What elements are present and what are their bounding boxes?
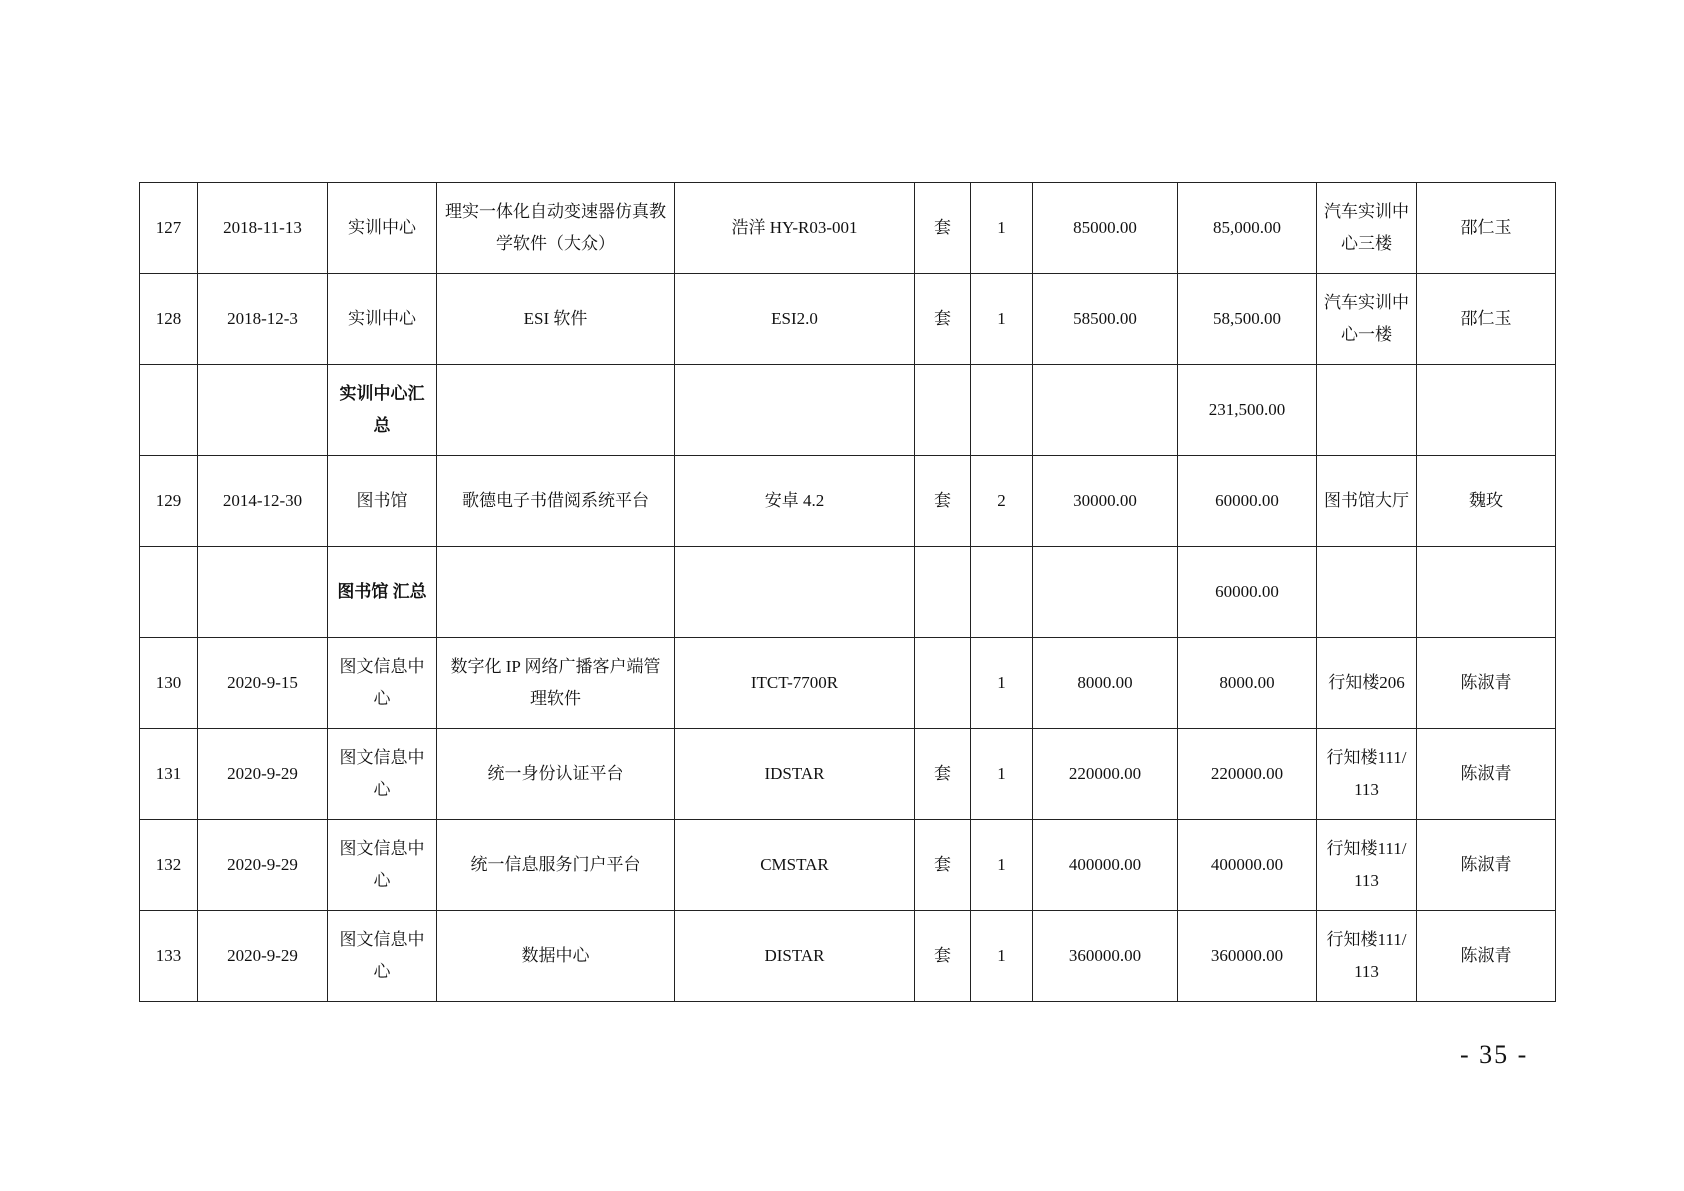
cell-date: 2014-12-30 bbox=[198, 456, 328, 547]
cell-model bbox=[675, 547, 915, 638]
cell-no: 130 bbox=[140, 638, 198, 729]
cell-quantity: 1 bbox=[971, 183, 1033, 274]
cell-department: 实训中心 bbox=[328, 183, 437, 274]
cell-amount: 220000.00 bbox=[1178, 729, 1317, 820]
table-row bbox=[140, 729, 1556, 820]
cell-quantity: 1 bbox=[971, 729, 1033, 820]
cell-no bbox=[140, 365, 198, 456]
summary-row bbox=[140, 547, 1556, 638]
cell-model: ITCT-7700R bbox=[675, 638, 915, 729]
cell-unit: 套 bbox=[915, 183, 971, 274]
cell-quantity: 1 bbox=[971, 638, 1033, 729]
cell-department: 图文信息中心 bbox=[328, 911, 437, 1002]
cell-unit: 套 bbox=[915, 274, 971, 365]
cell-amount: 231,500.00 bbox=[1178, 365, 1317, 456]
cell-asset-name: 理实一体化自动变速器仿真教学软件（大众） bbox=[437, 183, 675, 274]
cell-no: 133 bbox=[140, 911, 198, 1002]
cell-no: 131 bbox=[140, 729, 198, 820]
table-row bbox=[140, 820, 1556, 911]
cell-date: 2020-9-29 bbox=[198, 729, 328, 820]
cell-keeper: 魏玫 bbox=[1417, 456, 1556, 547]
cell-unit-price: 8000.00 bbox=[1033, 638, 1178, 729]
cell-department: 图书馆 bbox=[328, 456, 437, 547]
cell-no: 128 bbox=[140, 274, 198, 365]
cell-amount: 58,500.00 bbox=[1178, 274, 1317, 365]
cell-amount: 60000.00 bbox=[1178, 547, 1317, 638]
cell-unit-price bbox=[1033, 365, 1178, 456]
cell-unit: 套 bbox=[915, 456, 971, 547]
cell-unit-price: 400000.00 bbox=[1033, 820, 1178, 911]
cell-department: 实训中心汇总 bbox=[328, 365, 437, 456]
cell-asset-name: 统一身份认证平台 bbox=[437, 729, 675, 820]
cell-keeper: 陈淑青 bbox=[1417, 729, 1556, 820]
cell-location: 行知楼111/113 bbox=[1317, 911, 1417, 1002]
cell-location: 汽车实训中心一楼 bbox=[1317, 274, 1417, 365]
cell-unit-price: 220000.00 bbox=[1033, 729, 1178, 820]
cell-location: 行知楼111/113 bbox=[1317, 729, 1417, 820]
cell-keeper: 邵仁玉 bbox=[1417, 183, 1556, 274]
cell-date bbox=[198, 547, 328, 638]
cell-unit: 套 bbox=[915, 911, 971, 1002]
cell-unit-price: 360000.00 bbox=[1033, 911, 1178, 1002]
cell-location: 图书馆大厅 bbox=[1317, 456, 1417, 547]
cell-location bbox=[1317, 547, 1417, 638]
cell-location: 行知楼206 bbox=[1317, 638, 1417, 729]
cell-amount: 85,000.00 bbox=[1178, 183, 1317, 274]
cell-unit bbox=[915, 638, 971, 729]
cell-quantity: 1 bbox=[971, 820, 1033, 911]
cell-model: ESI2.0 bbox=[675, 274, 915, 365]
cell-quantity: 1 bbox=[971, 274, 1033, 365]
cell-quantity bbox=[971, 365, 1033, 456]
cell-keeper bbox=[1417, 547, 1556, 638]
cell-unit: 套 bbox=[915, 820, 971, 911]
cell-unit-price: 30000.00 bbox=[1033, 456, 1178, 547]
cell-asset-name: 数据中心 bbox=[437, 911, 675, 1002]
cell-keeper: 陈淑青 bbox=[1417, 638, 1556, 729]
cell-amount: 60000.00 bbox=[1178, 456, 1317, 547]
cell-keeper: 陈淑青 bbox=[1417, 820, 1556, 911]
cell-unit: 套 bbox=[915, 729, 971, 820]
cell-no bbox=[140, 547, 198, 638]
cell-model: DISTAR bbox=[675, 911, 915, 1002]
cell-date: 2018-12-3 bbox=[198, 274, 328, 365]
cell-asset-name bbox=[437, 365, 675, 456]
cell-amount: 360000.00 bbox=[1178, 911, 1317, 1002]
table-row bbox=[140, 456, 1556, 547]
cell-model: 安卓 4.2 bbox=[675, 456, 915, 547]
cell-model: 浩洋 HY-R03-001 bbox=[675, 183, 915, 274]
cell-date: 2020-9-29 bbox=[198, 820, 328, 911]
cell-keeper: 邵仁玉 bbox=[1417, 274, 1556, 365]
cell-location bbox=[1317, 365, 1417, 456]
cell-asset-name: 数字化 IP 网络广播客户端管理软件 bbox=[437, 638, 675, 729]
cell-location: 汽车实训中心三楼 bbox=[1317, 183, 1417, 274]
cell-date bbox=[198, 365, 328, 456]
cell-keeper: 陈淑青 bbox=[1417, 911, 1556, 1002]
summary-row bbox=[140, 365, 1556, 456]
cell-unit bbox=[915, 365, 971, 456]
cell-unit-price: 58500.00 bbox=[1033, 274, 1178, 365]
cell-no: 132 bbox=[140, 820, 198, 911]
cell-asset-name: 统一信息服务门户平台 bbox=[437, 820, 675, 911]
cell-keeper bbox=[1417, 365, 1556, 456]
cell-department: 图文信息中心 bbox=[328, 638, 437, 729]
cell-model: CMSTAR bbox=[675, 820, 915, 911]
asset-table bbox=[139, 182, 1556, 1002]
cell-date: 2020-9-15 bbox=[198, 638, 328, 729]
cell-date: 2018-11-13 bbox=[198, 183, 328, 274]
cell-unit-price bbox=[1033, 547, 1178, 638]
asset-table-body bbox=[140, 183, 1556, 1002]
cell-model: IDSTAR bbox=[675, 729, 915, 820]
cell-quantity bbox=[971, 547, 1033, 638]
cell-date: 2020-9-29 bbox=[198, 911, 328, 1002]
table-row bbox=[140, 911, 1556, 1002]
cell-asset-name bbox=[437, 547, 675, 638]
cell-amount: 400000.00 bbox=[1178, 820, 1317, 911]
cell-asset-name: ESI 软件 bbox=[437, 274, 675, 365]
cell-amount: 8000.00 bbox=[1178, 638, 1317, 729]
cell-department: 图书馆 汇总 bbox=[328, 547, 437, 638]
cell-department: 实训中心 bbox=[328, 274, 437, 365]
cell-quantity: 2 bbox=[971, 456, 1033, 547]
cell-unit-price: 85000.00 bbox=[1033, 183, 1178, 274]
cell-department: 图文信息中心 bbox=[328, 820, 437, 911]
cell-no: 127 bbox=[140, 183, 198, 274]
cell-department: 图文信息中心 bbox=[328, 729, 437, 820]
table-row bbox=[140, 274, 1556, 365]
cell-unit bbox=[915, 547, 971, 638]
cell-quantity: 1 bbox=[971, 911, 1033, 1002]
table-row bbox=[140, 183, 1556, 274]
cell-asset-name: 歌德电子书借阅系统平台 bbox=[437, 456, 675, 547]
page-number: - 35 - bbox=[1460, 1040, 1529, 1069]
cell-no: 129 bbox=[140, 456, 198, 547]
cell-location: 行知楼111/113 bbox=[1317, 820, 1417, 911]
cell-model bbox=[675, 365, 915, 456]
table-row bbox=[140, 638, 1556, 729]
